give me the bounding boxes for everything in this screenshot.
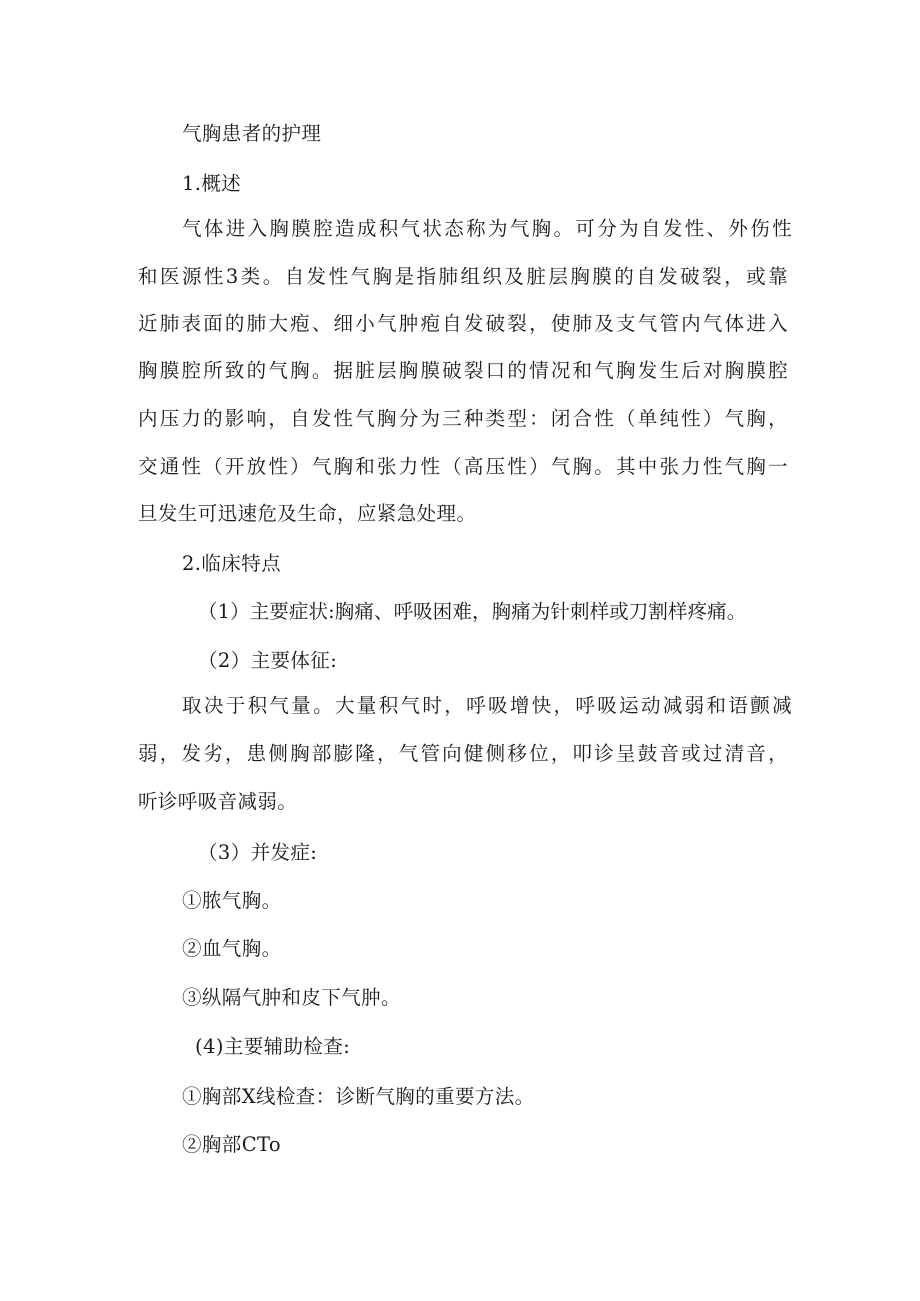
document-title: 气胸患者的护理 [182,122,322,145]
list-item: ③纵隔气肿和皮下气肿。 [182,986,401,1009]
list-item: ①胸部X线检查：诊断气胸的重要方法。 [182,1085,535,1108]
paragraph-line: 旦发生可迅速危及生命，应紧急处理。 [138,502,477,525]
paragraph-line: 近肺表面的肺大疱、细小气肿疱自发破裂，使肺及支气管内气体进入 [138,312,788,335]
list-item: ②胸部CTo [182,1133,282,1156]
signs-heading: （2）主要体征: [198,649,338,672]
list-item: ①脓气胸。 [182,889,282,912]
paragraph-line: 听诊呼吸音减弱。 [138,790,298,813]
paragraph-line: 交通性（开放性）气胸和张力性（高压性）气胸。其中张力性气胸一 [138,455,788,478]
paragraph-line: 取决于积气量。大量积气时，呼吸增快，呼吸运动减弱和语颤减 [182,694,792,717]
list-item: ②血气胸。 [182,937,282,960]
exams-heading: (4)主要辅助检查: [195,1035,351,1058]
complications-heading: （3）并发症: [198,841,318,864]
paragraph-line: 气体进入胸膜腔造成积气状态称为气胸。可分为自发性、外伤性 [182,217,792,240]
section-heading-overview: 1.概述 [182,172,242,195]
symptoms-line: （1）主要症状:胸痛、呼吸困难，胸痛为针刺样或刀割样疼痛。 [198,600,747,623]
paragraph-line: 内压力的影响，自发性气胸分为三种类型：闭合性（单纯性）气胸， [138,407,788,430]
section-heading-clinical: 2.临床特点 [182,552,282,575]
paragraph-line: 胸膜腔所致的气胸。据脏层胸膜破裂口的情况和气胸发生后对胸膜腔 [138,359,788,382]
paragraph-line: 弱，发劣，患侧胸部膨隆，气管向健侧移位，叩诊呈鼓音或过清音， [138,742,788,765]
paragraph-line: 和医源性3类。自发性气胸是指肺组织及脏层胸膜的自发破裂，或靠 [138,265,788,288]
